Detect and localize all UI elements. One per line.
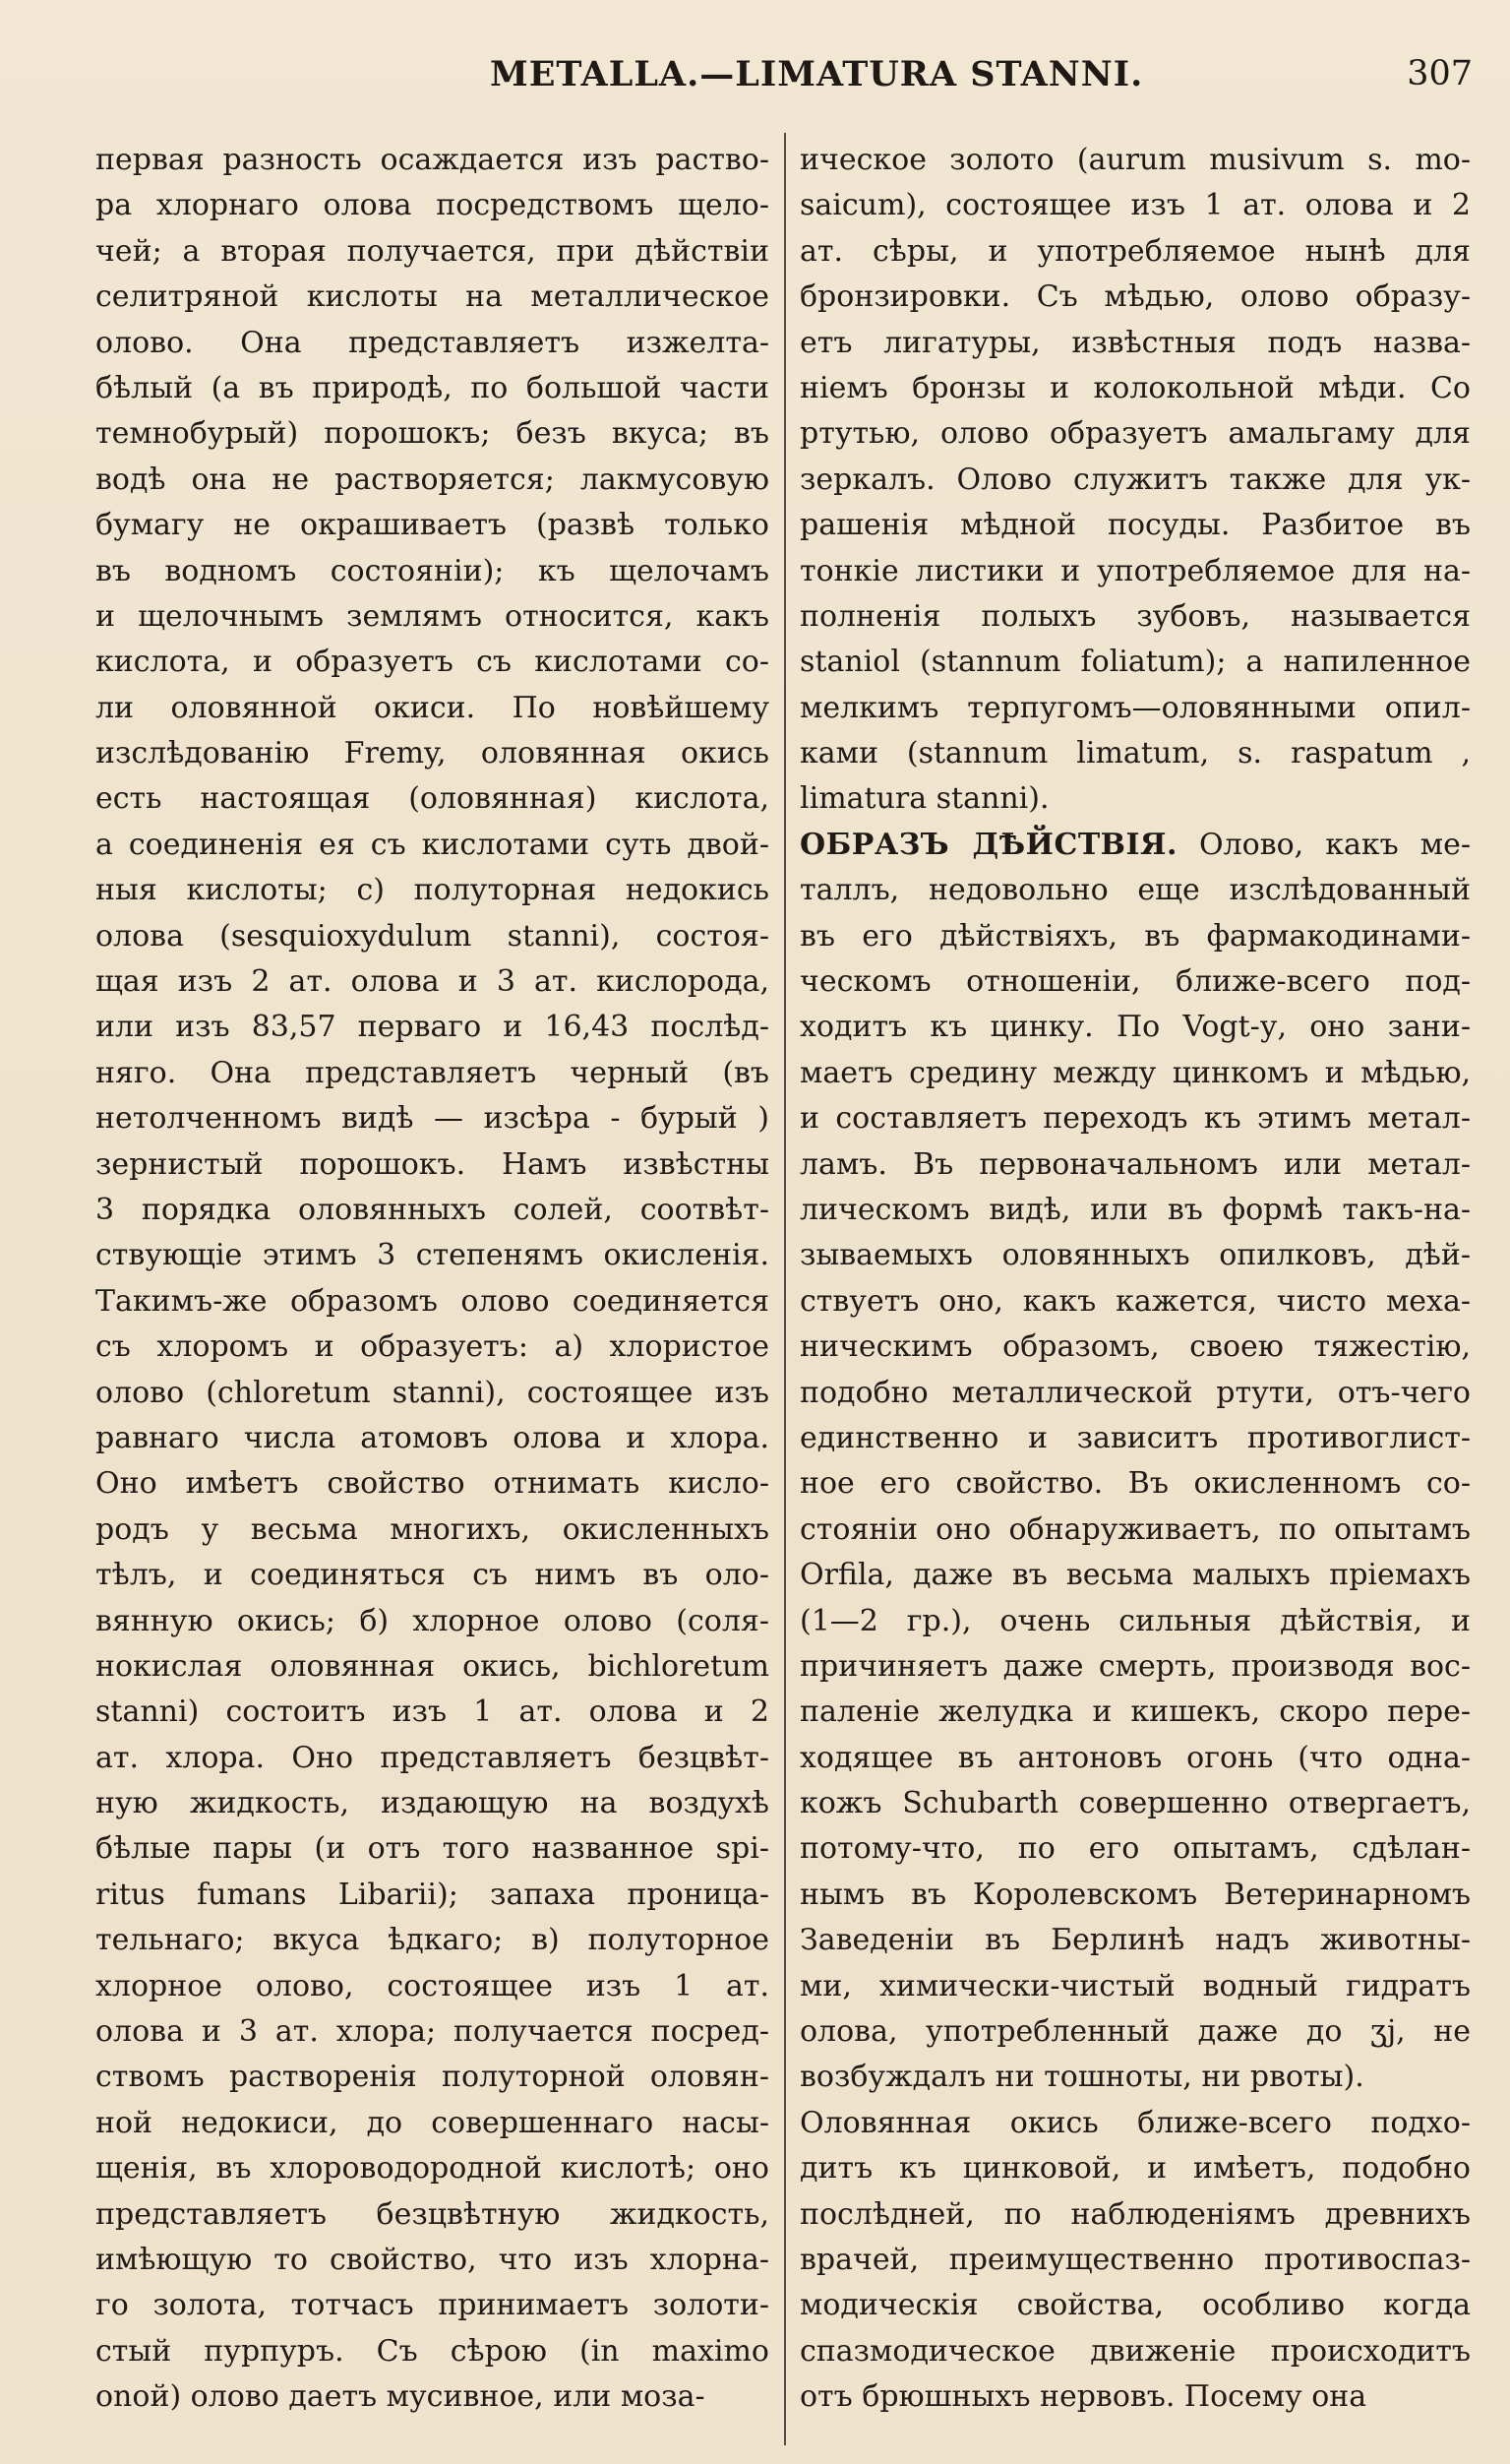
text-line: Оно имѣетъ свойство отнимать кисло- [95,1466,769,1502]
text-line: равнаго числа атомовъ олова и хлора. [95,1420,769,1455]
text-line: ра хлорнаго олова посредствомъ щело- [95,188,769,223]
text-line: родъ у весьма многихъ, окисленныхъ [95,1511,769,1547]
text-line: тѣлъ, и соединяться съ нимъ въ оло- [95,1558,769,1593]
text-line: зываемыхъ оловянныхъ опилковъ, дѣй- [800,1238,1471,1273]
text-line: ствуетъ оно, какъ кажется, чисто меха- [800,1283,1471,1319]
text-line: щая изъ 2 ат. олова и 3 ат. кислорода, [95,964,769,1000]
text-line: ходитъ къ цинку. По Vogt-у, оно зани- [800,1010,1471,1045]
left-column [95,138,769,2421]
page-header [0,54,1510,103]
text-line: Такимъ-же образомъ олово соединяется [95,1283,769,1319]
text-line: нымъ въ Королевскомъ Ветеринарномъ [800,1877,1471,1912]
text-line: бѣлые пары (и отъ того названное spi- [95,1831,769,1867]
text-line: ную жидкость, издающую на воздухѣ [95,1786,769,1821]
text-line: ическое золото (aurum musivum s. mo- [800,143,1471,177]
text-line: чей; а вторая получается, при дѣйствіи [95,233,769,269]
text-line: ходящее въ антоновъ огонь (что одна- [800,1740,1471,1775]
text-line: Orfila, даже въ весьма малыхъ пріемахъ [800,1558,1471,1593]
text-line: подобно металлической ртути, отъ-чего [800,1375,1471,1410]
text-line: ствующіе этимъ 3 степенямъ окисленія. [95,1238,769,1273]
text-line: ствомъ растворенія полуторной оловян- [95,2060,769,2095]
text-line: тонкіе листики и употребляемое для на- [800,553,1471,588]
text-line: въ его дѣйствіяхъ, въ фармакодинами- [800,918,1471,954]
text-line: темнобурый) порошокъ; безъ вкуса; въ [95,416,769,452]
text-line: няго. Она представляетъ черный (въ [95,1055,769,1090]
text-line: го золота, тотчасъ принимаетъ золоти- [95,2288,769,2323]
page-number: 307 [1407,54,1473,93]
text-line: ат. хлора. Оно представляетъ безцвѣт- [95,1740,769,1775]
text-line: зеркалъ. Олово служитъ также для ук- [800,462,1471,497]
text-line: зернистый порошокъ. Намъ извѣстны [95,1146,769,1182]
text-line: а соединенія ея съ кислотами суть двой- [95,827,769,862]
text-line: вянную окись; б) хлорное олово (соля- [95,1603,769,1638]
text-line: staniol (stannum foliatum); а напиленное [800,645,1471,680]
text-line: ми, химически-чистый водный гидратъ [800,1968,1471,2003]
text-line: onoй) олово даетъ мусивное, или моза- [95,2379,705,2415]
text-line: олова (sesquioxydulum stanni), состоя- [95,918,769,954]
text-line: отъ брюшныхъ нервовъ. Посему она [800,2379,1367,2415]
text-line: saicum), состоящее изъ 1 ат. олова и 2 [800,188,1471,223]
text-line: модическія свойства, особливо когда [800,2288,1471,2323]
running-title: METALLA.—LIMATURA STANNI. [490,54,1144,94]
text-line: единственно и зависитъ противоглист- [800,1420,1471,1455]
text-line: ОБРАЗЪ ДѢЙСТВІЯ. Олово, какъ ме- [800,827,1471,862]
text-line: тельнаго; вкуса ѣдкаго; в) полуторное [95,1923,769,1958]
section-heading: ОБРАЗЪ ДѢЙСТВІЯ. [800,827,1178,862]
text-line: Оловянная окись ближе-всего подхо- [800,2105,1471,2140]
text-line: имѣющую то свойство, что изъ хлорна- [95,2242,769,2277]
text-line: ческомъ отношеніи, ближе-всего под- [800,964,1471,1000]
text-line: щенія, въ хлороводородной кислотѣ; оно [95,2151,769,2187]
text-line: въ водномъ состояніи); къ щелочамъ [95,553,769,588]
text-line: бѣлый (а въ природѣ, по большой части [95,370,769,405]
text-line: бумагу не окрашиваетъ (развѣ только [95,508,769,543]
text-line: бронзировки. Съ мѣдью, олово образу- [800,279,1471,315]
text-line: лическомъ видѣ, или въ формѣ такъ-на- [800,1192,1471,1227]
text-line: водѣ она не растворяется; лакмусовую [95,462,769,497]
text-line: ныя кислоты; c) полуторная недокись [95,873,769,908]
text-line: Заведеніи въ Берлинѣ надъ животны- [800,1923,1471,1958]
text-line: стояніи оно обнаруживаетъ, по опытамъ [800,1511,1471,1547]
text-line: полненія полыхъ зубовъ, называется [800,598,1471,634]
text-line: ной недокиси, до совершеннаго насы- [95,2105,769,2140]
text-line: врачей, преимущественно противоспаз- [800,2242,1471,2277]
text-line: кислота, и образуетъ съ кислотами со- [95,645,769,680]
text-line: олова, употребленный даже до ʒj, не [800,2014,1471,2050]
text-line: и составляетъ переходъ къ этимъ метал- [800,1101,1471,1137]
text-line: маетъ средину между цинкомъ и мѣдью, [800,1055,1471,1090]
text-line: есть настоящая (оловянная) кислота, [95,781,769,817]
text-line: кожъ Schubarth совершенно отвергаетъ, [800,1786,1471,1821]
text-line: limatura stanni). [800,781,1050,817]
text-line: хлорное олово, состоящее изъ 1 ат. [95,1968,769,2003]
text-line: первая разность осаждается изъ раство- [95,143,769,177]
text-line: ламъ. Въ первоначальномъ или метал- [800,1146,1471,1182]
text-line: етъ лигатуры, извѣстныя подъ назва- [800,325,1471,360]
text-line: таллъ, недовольно еще изслѣдованный [800,873,1471,908]
text-line: ками (stannum limatum, s. raspatum , [800,736,1471,771]
text-line: изслѣдованію Fremy, оловянная окись [95,736,769,771]
text-line: представляетъ безцвѣтную жидкость, [95,2196,769,2232]
text-line: ртутью, олово образуетъ амальгаму для [800,416,1471,452]
text-line: возбуждалъ ни тошноты, ни рвоты). [800,2060,1364,2095]
text-line: ли оловянной окиси. По новѣйшему [95,690,769,725]
text-line: причиняетъ даже смерть, производя вос- [800,1648,1471,1684]
text-line: stanni) состоитъ изъ 1 ат. олова и 2 [95,1694,769,1730]
text-line: 3 порядка оловянныхъ солей, соотвѣт- [95,1192,769,1227]
text-line: послѣдней, по наблюденіямъ древнихъ [800,2196,1471,2232]
text-line: селитряной кислоты на металлическое [95,279,769,315]
column-divider [784,133,786,2445]
text-line: паленіе желудка и кишекъ, скоро пере- [800,1694,1471,1730]
text-line: олово (chloretum stanni), состоящее изъ [95,1375,769,1410]
text-line: спазмодическое движеніе происходитъ [800,2333,1471,2369]
text-line: ritus fumans Libarii); запаха проница- [95,1877,769,1912]
text-line: стый пурпуръ. Съ сѣрою (in maximo [95,2333,769,2369]
text-line: ніемъ бронзы и колокольной мѣди. Со [800,370,1471,405]
right-column [800,138,1471,2421]
text-line: или изъ 83,57 перваго и 16,43 послѣд- [95,1010,769,1045]
text-line: и щелочнымъ землямъ относится, какъ [95,598,769,634]
text-line: ническимъ образомъ, своею тяжестію, [800,1329,1471,1365]
text-line: потому-что, по его опытамъ, сдѣлан- [800,1831,1471,1867]
text-line: съ хлоромъ и образуетъ: а) хлористое [95,1329,769,1365]
text-line: мелкимъ терпугомъ—оловянными опил- [800,690,1471,725]
text-line: нетолченномъ видѣ — изсѣра - бурый ) [95,1101,769,1137]
text-line: ат. сѣры, и употребляемое нынѣ для [800,233,1471,269]
text-line: (1—2 гр.), очень сильныя дѣйствія, и [800,1603,1471,1638]
text-line: олово. Она представляетъ изжелта- [95,325,769,360]
text-line: рашенія мѣдной посуды. Разбитое въ [800,508,1471,543]
text-line: ное его свойство. Въ окисленномъ со- [800,1466,1471,1502]
text-line: нокислая оловянная окись, bichloretum [95,1648,769,1684]
text-line: дитъ къ цинковой, и имѣетъ, подобно [800,2151,1471,2187]
text-line: олова и 3 ат. хлора; получается посред- [95,2014,769,2050]
